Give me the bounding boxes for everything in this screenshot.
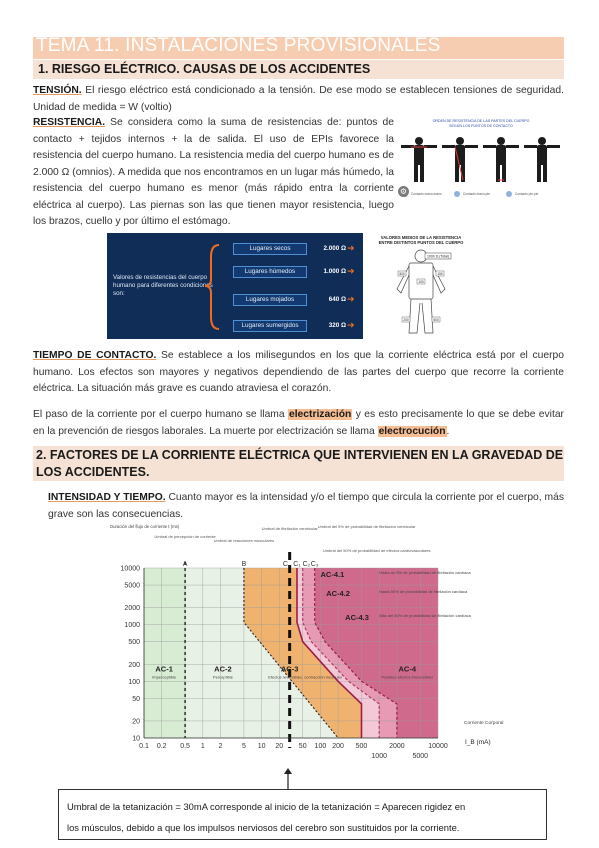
body-figure-svg <box>397 114 565 210</box>
label-b-text: Umbral de reacciones musculares <box>213 538 275 543</box>
zone-text-ac-4-3: Más del 50% de probabilidad de fibrilación cardíaca <box>379 613 471 619</box>
resistance-panel-description: Valores de resistencias del cuerpo humano para diferentes condiciones son: <box>113 274 213 297</box>
x-tick-14: 5000 <box>412 753 429 760</box>
y-tick-3: 100 <box>128 678 140 686</box>
resistance-row-arrow: ➜ <box>347 244 355 254</box>
legend-bullet-3 <box>506 191 512 197</box>
silhouette-3 <box>483 137 519 182</box>
diagram-title-1: VALORES MEDIOS DE LA RESISTENCIA <box>380 235 462 240</box>
intensidad-paragraph <box>48 490 564 523</box>
resistance-values-panel <box>107 233 363 339</box>
tiempo-paragraph <box>33 348 564 398</box>
diagram-v1: 500 <box>399 272 405 276</box>
zone-label-ac-4: AC-4 <box>398 664 417 674</box>
body-figure-icon: ⚙ <box>399 187 408 196</box>
legend-3: Contacto pie-pie <box>515 192 539 196</box>
resistencia-text: Se considera como la suma de resistencias de: puntos de contacto + tejidos internos + la de salida. El uso de EPIs favorece la resistencia del cuerpo humano. La resistencia media del cuerpo humano es de 2.000 Ω (omnios). A medida que nos encontramos en un lugar más húmedo, la resistencia del cuerpo humano es menor (más rápido entra la corriente eléctrica al cuerpo). Las piernas son las que tienen mayor resistencia, luego los brazos, cuello y por último el estómago. <box>33 117 394 227</box>
resistance-row-arrow: ➜ <box>347 321 355 331</box>
y-tick-8: 5000 <box>124 582 140 590</box>
label-a-text: Umbral de percepción de corriente <box>154 534 216 539</box>
zone-text-ac-4-1: Hasta un 5% de probabilidad de fibrilación cardíaca <box>379 569 471 575</box>
x-tick-2: 0.5 <box>180 743 190 750</box>
diagram-v3: 150 <box>437 272 443 276</box>
tension-term: TENSIÓN. <box>33 85 82 96</box>
x-tick-10: 200 <box>332 743 344 750</box>
note-line-1: Umbral de la tetanización = 30mA corresponde al inicio de la tetanización = Aparecen rigidez en <box>67 801 466 812</box>
y-tick-1: 20 <box>132 718 140 726</box>
resistance-row-arrow: ➜ <box>347 267 355 277</box>
y-tick-5: 500 <box>128 639 140 647</box>
resistance-row-value: 1.000 Ω <box>323 268 346 275</box>
diagram-total: 1000 Ω (Total) <box>426 254 450 259</box>
x-tick-4: 2 <box>218 743 223 750</box>
electrocucion-term: electrocución <box>378 425 446 437</box>
tetanizacion-note <box>58 789 547 840</box>
x-axis-title: Corriente Corporal <box>464 721 504 726</box>
y-tick-6: 1000 <box>124 622 140 630</box>
zone-label-ac-4-2: AC-4.2 <box>326 589 350 599</box>
zone-label-ac-4-3: AC-4.3 <box>345 613 369 623</box>
paso-before: El paso de la corriente por el cuerpo humano se llama <box>33 409 288 420</box>
zone-label-ac-4-1: AC-4.1 <box>320 569 345 579</box>
zone-text-ac-4: Posibles efectos irreversibles <box>381 674 434 680</box>
x-tick-1: 0.2 <box>156 743 167 750</box>
tiempo-text: Se establece a los milisegundos en los que la corriente eléctrica está por el cuerpo humano. Los efectos son mayores y negativos dependiendo de las partes del cuerpo que recorre la corriente eléctrica. La situación más grave es cuando atraviesa el corazón. <box>33 350 564 394</box>
resistance-row-value: 2.000 Ω <box>323 245 346 252</box>
y-tick-9: 10000 <box>120 565 140 573</box>
zone-ac1 <box>144 568 185 738</box>
diagram-title-2: ENTRE DISTINTOS PUNTOS DEL CUERPO <box>378 240 464 245</box>
label-c1: C₁ <box>293 561 301 568</box>
intensidad-text: Cuanto mayor es la intensidad y/o el tiempo que circula la corriente por el cuerpo, más grave son las consecuencias. <box>48 492 564 520</box>
x-tick-6: 10 <box>257 743 266 750</box>
zone-text-ac-4-2: Hasta 50% de probabilidad de fibrilación cardíaca <box>379 589 468 595</box>
x-tick-11: 500 <box>355 743 368 750</box>
intensidad-term: INTENSIDAD Y TIEMPO. <box>48 492 166 503</box>
x-tick-3: 1 <box>200 743 205 750</box>
up-arrow <box>282 768 294 790</box>
label-tet-text: Umbral de fibrilación ventricular <box>261 526 318 531</box>
y-tick-0: 10 <box>132 735 140 743</box>
resistance-row-value: 640 Ω <box>328 296 346 303</box>
resistencia-paragraph <box>33 115 394 231</box>
resistencia-term: RESISTENCIA. <box>33 117 106 128</box>
zone-label-ac-2: AC-2 <box>214 664 232 674</box>
section1-heading: 1. RIESGO ELÉCTRICO. CAUSAS DE LOS ACCIDENTES <box>38 62 371 76</box>
body-resistance-diagram <box>373 233 469 343</box>
chart-svg <box>72 522 528 768</box>
label-a: A <box>182 561 188 568</box>
zone-label-ac-3: AC-3 <box>280 664 299 674</box>
x-tick-5: 5 <box>241 743 246 750</box>
legend-2: Contacto mano-pie <box>463 192 490 196</box>
label-b: B <box>241 561 247 568</box>
label-c3-text: Umbral del 50% de probabilidad de efectos cardiovasculares <box>322 548 431 553</box>
resistance-row-label: Lugares mojados <box>233 294 307 306</box>
resistance-row-label: Lugares sumergidos <box>233 320 307 332</box>
zone-text-ac-2: Perceptible <box>212 674 233 680</box>
label-c3: C₃ <box>310 561 319 568</box>
section2-heading: 2. FACTORES DE LA CORRIENTE ELÉCTRICA QUE INTERVIENEN EN LA GRAVEDAD DE LOS ACCIDENTES. <box>36 448 564 479</box>
body-figure-caption-2: SEGÚN LOS PUNTOS DE CONTACTO <box>449 124 513 128</box>
diagram-v2: 100 <box>418 280 424 284</box>
zone-label-ac-1: AC-1 <box>155 664 173 674</box>
silhouette-2 <box>442 137 478 182</box>
x-tick-13: 2000 <box>389 743 405 750</box>
zone-text-ac-1: Imperceptible <box>152 674 177 680</box>
tension-paragraph <box>33 83 564 116</box>
diagram-v4: 200 <box>403 318 409 322</box>
tiempo-term: TIEMPO DE CONTACTO. <box>33 350 157 361</box>
resistance-row-arrow: ➜ <box>347 295 355 305</box>
label-c2: C₂ <box>302 561 311 568</box>
body-resistance-figure <box>397 114 565 210</box>
zone-text-ac-3: Efectos reversibles, contracción muscular <box>268 674 343 680</box>
resistance-row-value: 320 Ω <box>328 322 346 329</box>
silhouette-1 <box>401 137 437 182</box>
diagram-v5: 500 <box>433 318 439 322</box>
y-tick-4: 200 <box>128 661 140 669</box>
orange-brace <box>205 245 219 329</box>
electrizacion-term: electrización <box>288 409 352 420</box>
note-line-2: los músculos, debido a que los impulsos nerviosos del cerebro son sustituidos por la corriente. <box>67 822 460 833</box>
silhouette-4 <box>524 137 560 182</box>
paso-paragraph <box>33 407 564 440</box>
legend-bullet-2 <box>454 191 460 197</box>
current-time-chart <box>72 522 528 768</box>
paso-after: . <box>446 425 450 437</box>
page-title: TEMA 11. INSTALACIONES PROVISIONALES <box>36 35 441 56</box>
resistance-row-label: Lugares húmedos <box>233 266 307 278</box>
x-tick-9: 100 <box>314 743 327 750</box>
tension-text: El riesgo eléctrico está condicionado a la tensión. De ese modo se establecen tensiones de seguridad. Unidad de medida = W (voltio) <box>33 85 564 113</box>
x-axis-unit: I_B (mA) <box>465 739 491 746</box>
body-figure-caption-1: ORDEN DE RESISTENCIA DE LAS PARTES DEL CUERPO <box>432 119 530 123</box>
x-tick-15: 10000 <box>428 743 448 750</box>
x-tick-7: 20 <box>275 743 284 750</box>
y-tick-2: 50 <box>132 695 140 703</box>
body-diagram-svg <box>373 233 469 343</box>
label-c2-text: Umbral del 5% de probabilidad de fibrilación ventricular <box>317 524 416 529</box>
label-c: C <box>282 561 288 568</box>
x-tick-8: 50 <box>298 743 307 750</box>
x-tick-12: 1000 <box>371 753 387 760</box>
x-tick-0: 0.1 <box>139 743 149 750</box>
paso-middle: y es esto precisamente lo que se debe evitar en la prevención de riesgos laborales. La muerte por electrización se llama <box>33 409 564 437</box>
legend-1: Contacto mano-mano <box>411 192 442 196</box>
resistance-row-label: Lugares secos <box>233 243 307 255</box>
y-axis-title: Duración del flujo de corriente t (ms) <box>110 524 180 529</box>
y-tick-7: 2000 <box>124 605 140 613</box>
